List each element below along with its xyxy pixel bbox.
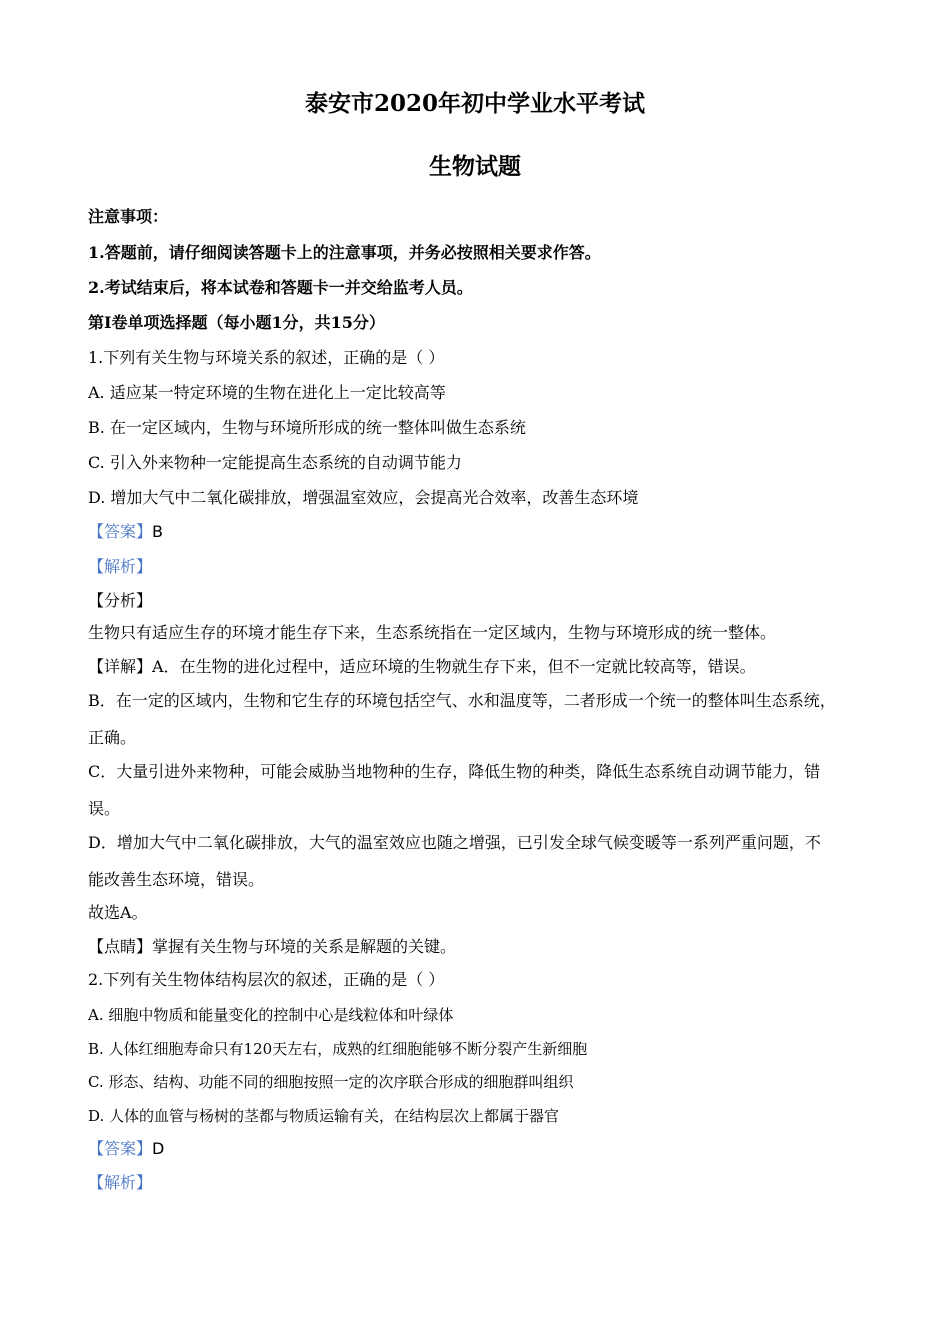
notes-item-2: 2.考试结束后，将本试卷和答题卡一并交给监考人员。 — [88, 278, 473, 297]
q1-fenxi-text: 生物只有适应生存的环境才能生存下来，生态系统指在一定区域内，生物与环境形成的统一整体。 — [88, 623, 777, 642]
q1-option-a: A. 适应某一特定环境的生物在进化上一定比较高等 — [88, 383, 446, 402]
q1-fenxi-label: 【分析】 — [88, 591, 153, 610]
q2-option-d: D. 人体的血管与杨树的茎都与物质运输有关，在结构层次上都属于器官 — [88, 1107, 560, 1125]
q2-answer — [88, 1139, 164, 1159]
q1-detail-b-line1: B．在一定的区域内，生物和它生存的环境包括空气、水和温度等，二者形成一个统一的整体叫生态系统， — [88, 691, 836, 710]
q1-detail-c-line2: 误。 — [88, 799, 121, 818]
q1-tip — [88, 937, 456, 957]
q1-tip-label: 【点睛】 — [88, 937, 153, 956]
q2-stem: 2.下列有关生物体结构层次的叙述，正确的是（ ） — [88, 970, 445, 989]
section-heading: 第Ⅰ卷单项选择题（每小题1分，共15分） — [88, 313, 385, 332]
q1-detail-c-line1: C．大量引进外来物种，可能会威胁当地物种的生存，降低生物的种类，降低生态系统自动调节能力，错 — [88, 762, 821, 781]
q2-answer-value: D — [152, 1139, 165, 1158]
page-title: 泰安市2020年初中学业水平考试 — [304, 90, 645, 117]
q2-option-b: B. 人体红细胞寿命只有120天左右，成熟的红细胞能够不断分裂产生新细胞 — [88, 1040, 588, 1058]
q1-answer — [88, 522, 163, 542]
q1-option-d: D. 增加大气中二氧化碳排放，增强温室效应，会提高光合效率，改善生态环境 — [88, 488, 639, 507]
q1-detail-a — [88, 657, 756, 677]
q1-detail-label: 【详解】 — [88, 657, 153, 676]
q1-stem: 1.下列有关生物与环境关系的叙述，正确的是（ ） — [88, 348, 445, 367]
page-subtitle: 生物试题 — [429, 153, 521, 180]
q1-answer-label: 【答案】 — [88, 522, 153, 541]
q1-conclusion: 故选A。 — [88, 903, 148, 922]
notes-heading: 注意事项： — [88, 207, 169, 226]
q1-detail-a-text: A．在生物的进化过程中，适应环境的生物就生存下来，但不一定就比较高等，错误。 — [152, 657, 756, 676]
q1-detail-d-line1: D．增加大气中二氧化碳排放，大气的温室效应也随之增强，已引发全球气候变暖等一系列严重问题，不 — [88, 833, 821, 852]
q1-detail-d-line2: 能改善生态环境，错误。 — [88, 870, 265, 889]
q1-option-b: B. 在一定区域内，生物与环境所形成的统一整体叫做生态系统 — [88, 418, 526, 437]
q2-option-c: C. 形态、结构、功能不同的细胞按照一定的次序联合形成的细胞群叫组织 — [88, 1073, 574, 1091]
q2-analysis-label: 【解析】 — [88, 1173, 153, 1192]
q1-detail-b-line2: 正确。 — [88, 728, 137, 747]
q1-answer-value: B — [152, 522, 163, 541]
q1-analysis-label: 【解析】 — [88, 557, 153, 576]
q1-option-c: C. 引入外来物种一定能提高生态系统的自动调节能力 — [88, 453, 462, 472]
q2-option-a: A. 细胞中物质和能量变化的控制中心是线粒体和叶绿体 — [88, 1006, 454, 1024]
q1-tip-text: 掌握有关生物与环境的关系是解题的关键。 — [152, 937, 457, 956]
q2-answer-label: 【答案】 — [88, 1139, 153, 1158]
notes-item-1: 1.答题前，请仔细阅读答题卡上的注意事项，并务必按照相关要求作答。 — [88, 243, 601, 262]
